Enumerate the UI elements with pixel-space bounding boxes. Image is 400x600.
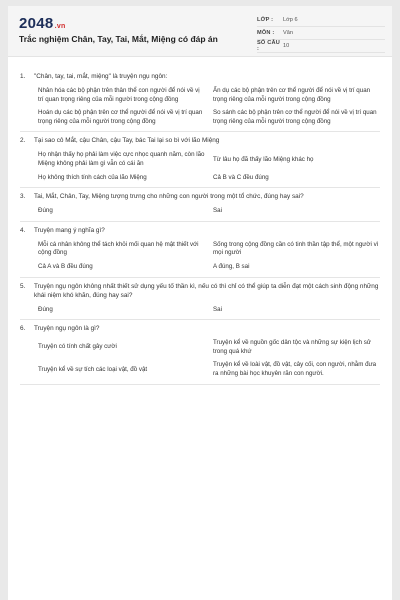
question-4 — [8, 226, 392, 272]
answer-option[interactable]: Đúng — [38, 305, 53, 313]
question-stem — [8, 136, 392, 145]
answer-option[interactable]: Họ nhận thấy họ phải làm việc cực nhọc quanh năm, còn lão Miệng không phải làm gì vẫn có cái ăn — [38, 151, 205, 167]
logo-suffix: .vn — [54, 23, 66, 30]
answer-option[interactable]: Sống trong cộng đồng cần có tinh thần tập thể, một người vì mọi người — [213, 240, 379, 257]
answer-option[interactable]: A đúng, B sai — [213, 262, 250, 270]
question-number: 1. — [20, 73, 26, 80]
answer-option[interactable]: Ẩn dụ các bộ phận trên cơ thể người để nói về vị trí quan trọng riêng của mỗi người trong cộng đồng — [213, 87, 371, 103]
answer-option[interactable]: Cả A và B đều đúng — [38, 262, 93, 270]
answer-options — [8, 306, 392, 315]
meta-value: Văn — [283, 30, 293, 36]
meta-class — [257, 14, 385, 27]
page-header — [8, 6, 392, 57]
answer-options — [8, 151, 392, 182]
meta-label: SỐ CÂU : — [257, 40, 280, 52]
question-divider — [20, 384, 380, 385]
question-text: Truyện ngụ ngôn không nhất thiết sử dụng yếu tố thần kì, nếu có thì chỉ có thể giúp ta diễn đạt một cách sinh động những khái niệm khó khăn, đúng hay sai? — [34, 282, 379, 299]
answer-option[interactable]: Cả B và C đều đúng — [213, 173, 269, 181]
answer-option[interactable]: Sai — [213, 305, 222, 313]
answer-option[interactable]: Họ không thích tính cách của lão Miệng — [38, 173, 147, 181]
question-text: Tai, Mắt, Chân, Tay, Miệng tượng trưng cho những con người trong một tổ chức, đúng hay sai? — [34, 193, 304, 201]
answer-options — [8, 87, 392, 126]
meta-label: LỚP : — [257, 17, 274, 23]
answer-option[interactable]: Hoán dụ các bộ phận trên cơ thể người để nói về vị trí quan trọng riêng của mỗi người trong cộng đồng — [38, 109, 203, 125]
page-title: Trắc nghiệm Chân, Tay, Tai, Mắt, Miệng có đáp án — [19, 34, 218, 44]
meta-value: 10 — [283, 43, 290, 49]
question-number: 4. — [20, 226, 26, 234]
answer-option[interactable]: Sai — [213, 207, 222, 215]
question-list — [8, 72, 392, 389]
answer-option[interactable]: So sánh các bộ phận trên cơ thể người để nói về vị trí quan trọng riêng của mỗi người trong cộng đồng — [213, 109, 377, 125]
answer-option[interactable]: Từ lâu họ đã thấy lão Miệng khác họ — [213, 155, 314, 163]
question-2 — [8, 136, 392, 182]
meta-value: Lớp 6 — [283, 17, 298, 23]
site-logo[interactable] — [19, 15, 66, 32]
question-divider — [20, 131, 380, 132]
question-stem — [8, 192, 392, 201]
question-6 — [8, 324, 392, 378]
question-number: 3. — [20, 193, 26, 201]
meta-count — [257, 40, 385, 53]
question-stem — [8, 72, 392, 81]
quiz-meta — [257, 14, 385, 53]
question-5 — [8, 282, 392, 315]
answer-options — [8, 207, 392, 216]
question-text: Tại sao cô Mắt, cậu Chân, cậu Tay, bác Tai lại so bì với lão Miệng — [34, 137, 220, 145]
question-number: 5. — [20, 282, 26, 290]
answer-option[interactable]: Truyện có tính chất gây cười — [38, 343, 117, 351]
question-stem — [8, 324, 392, 333]
answer-option[interactable]: Truyện kể về sự tích các loại vật, đồ vật — [38, 365, 148, 373]
answer-option[interactable]: Truyện kể về loài vật, đồ vật, cây cối, con người, nhằm đưa ra những bài học khuyên răn con người. — [213, 361, 377, 377]
question-3 — [8, 192, 392, 216]
question-text: "Chân, tay, tai, mắt, miệng" là truyện ngụ ngôn: — [34, 73, 168, 80]
answer-options — [8, 339, 392, 378]
answer-option[interactable]: Mỗi cá nhân không thể tách khỏi mối quan hệ mật thiết với cộng đồng — [38, 240, 199, 257]
question-divider — [20, 187, 380, 188]
question-stem — [8, 282, 392, 300]
answer-option[interactable]: Nhân hóa các bộ phận trên thân thể con người để nói về vị trí quan trọng riêng của mỗi người trong cộng đồng — [38, 87, 200, 103]
answer-option[interactable]: Đúng — [38, 207, 53, 215]
answer-options — [8, 241, 392, 272]
meta-label: MÔN : — [257, 30, 275, 36]
question-text: Truyện ngụ ngôn là gì? — [34, 325, 100, 333]
question-divider — [20, 221, 380, 222]
document-page — [8, 6, 392, 600]
question-1 — [8, 72, 392, 126]
question-text: Truyện mang ý nghĩa gì? — [34, 226, 105, 234]
question-divider — [20, 277, 380, 278]
question-number: 2. — [20, 137, 26, 145]
logo-text: 2048 — [19, 15, 54, 32]
question-stem — [8, 226, 392, 235]
question-number: 6. — [20, 325, 26, 333]
answer-option[interactable]: Truyện kể về nguồn gốc dân tộc và những sự kiện lịch sử trong quá khứ — [213, 339, 372, 355]
meta-subject — [257, 27, 385, 40]
question-divider — [20, 319, 380, 320]
